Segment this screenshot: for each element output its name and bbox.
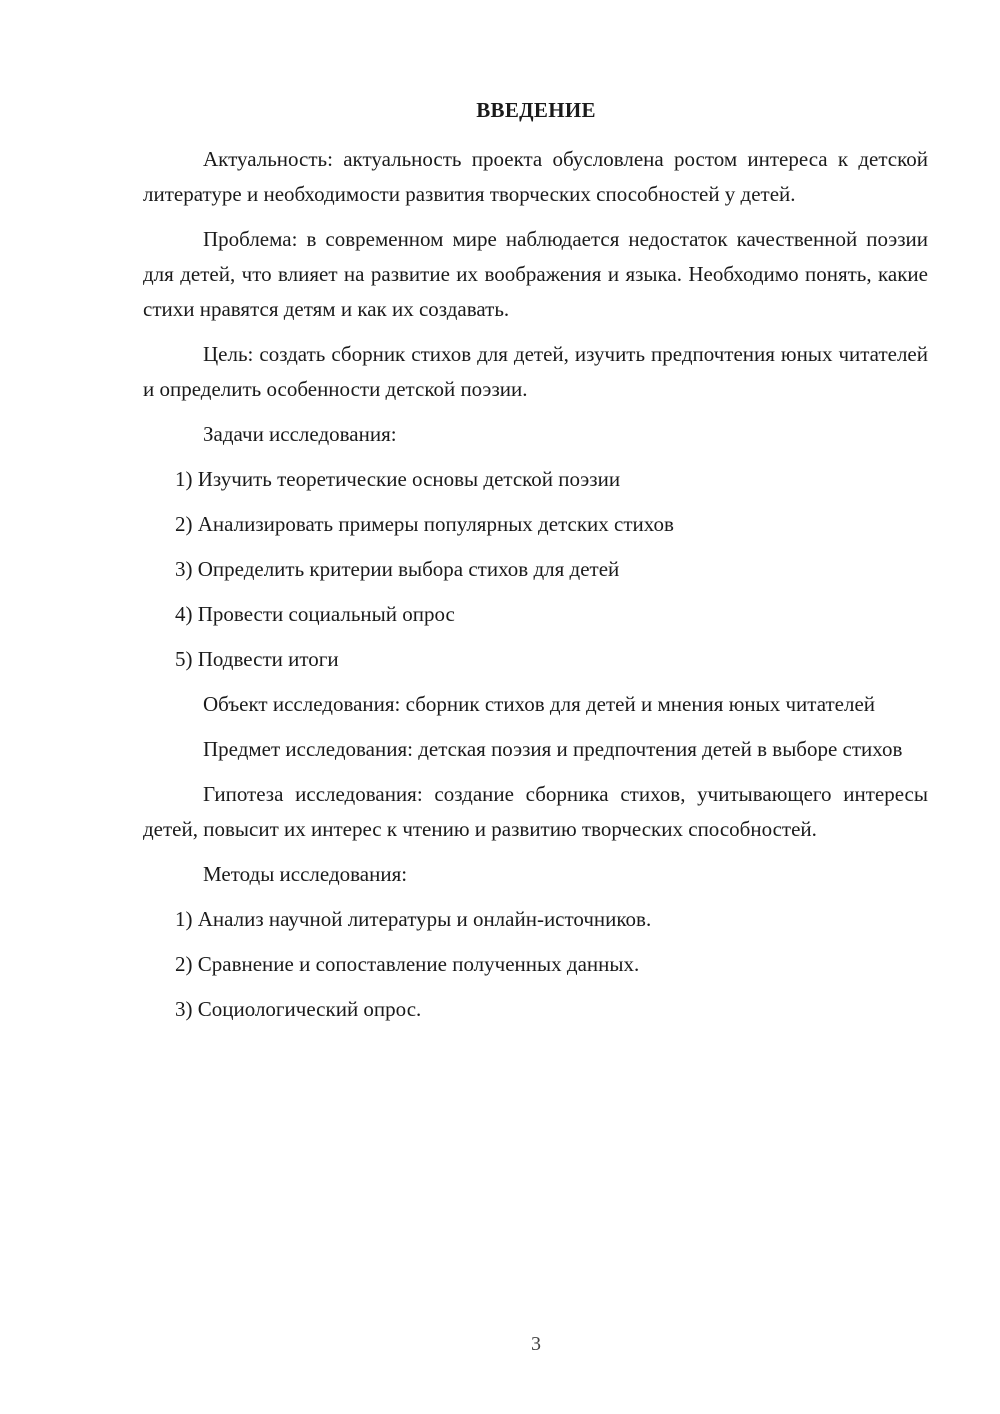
problem-paragraph: Проблема: в современном мире наблюдается недостаток качественной поэзии для детей, что влияет на развитие их воображения и языка. Необходимо понять, какие стихи нравятся детям и как их создавать. <box>143 227 928 321</box>
page-title: ВВЕДЕНИЕ <box>476 98 596 122</box>
methods-label: Методы исследования: <box>203 862 408 886</box>
page-number: 3 <box>531 1333 541 1355</box>
goal-paragraph: Цель: создать сборник стихов для детей, изучить предпочтения юных читателей и определить особенности детской поэзии. <box>143 342 928 401</box>
hypothesis-paragraph: Гипотеза исследования: создание сборника стихов, учитывающего интересы детей, повысит их интерес к чтению и развитию творческих способностей. <box>143 782 928 841</box>
method-item: 1) Анализ научной литературы и онлайн-источников. <box>175 907 652 931</box>
method-item: 2) Сравнение и сопоставление полученных данных. <box>175 952 640 976</box>
object-paragraph: Объект исследования: сборник стихов для детей и мнения юных читателей <box>203 692 876 716</box>
task-item: 1) Изучить теоретические основы детской поэзии <box>175 467 621 491</box>
page-body <box>143 142 928 1037</box>
task-item: 3) Определить критерии выбора стихов для детей <box>175 557 620 581</box>
task-item: 4) Провести социальный опрос <box>175 602 455 626</box>
task-item: 2) Анализировать примеры популярных детских стихов <box>175 512 674 536</box>
subject-paragraph: Предмет исследования: детская поэзия и предпочтения детей в выборе стихов <box>203 737 903 761</box>
task-item: 5) Подвести итоги <box>175 647 339 671</box>
relevance-paragraph: Актуальность: актуальность проекта обусловлена ростом интереса к детской литературе и необходимости развития творческих способностей у детей. <box>143 147 928 206</box>
tasks-label: Задачи исследования: <box>203 422 397 446</box>
method-item: 3) Социологический опрос. <box>175 997 422 1021</box>
